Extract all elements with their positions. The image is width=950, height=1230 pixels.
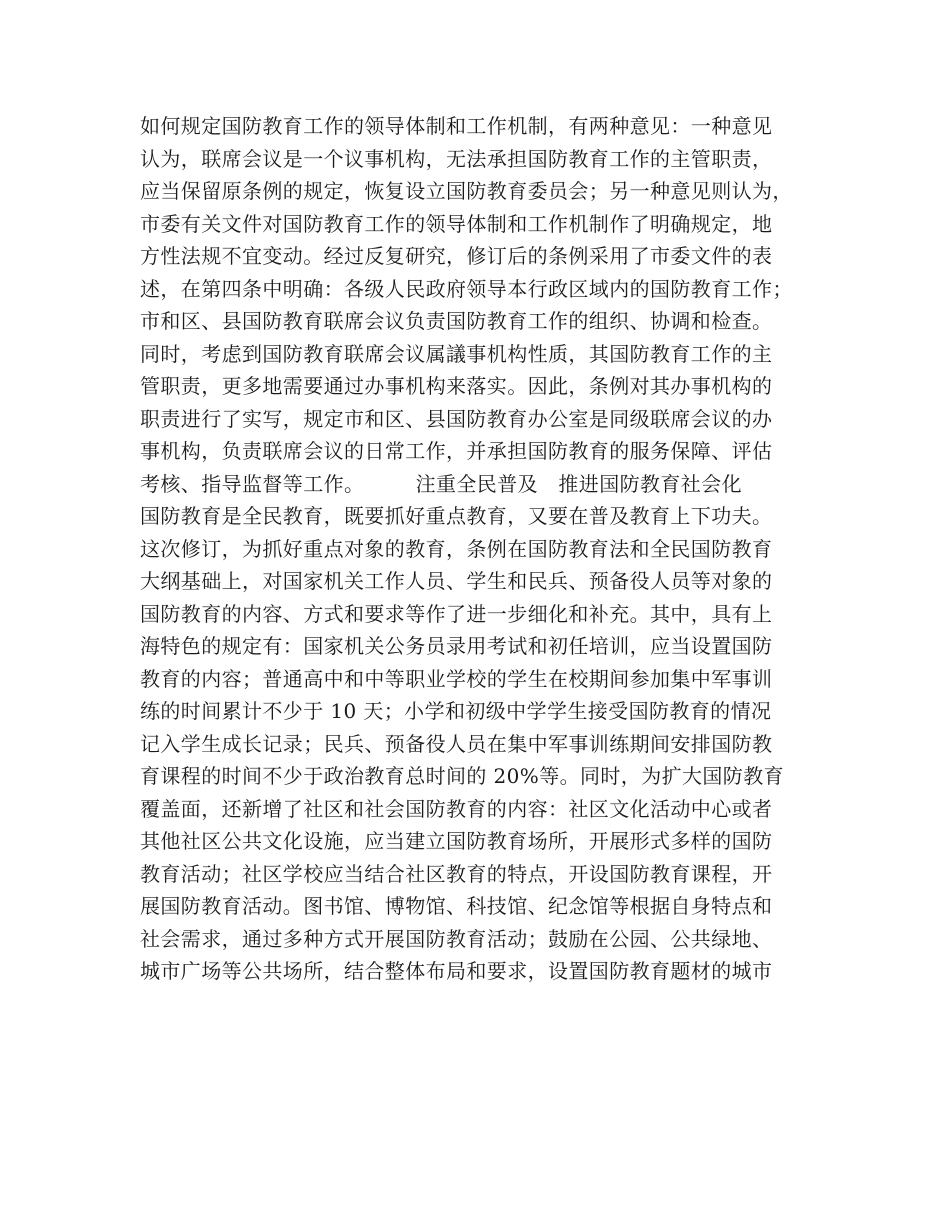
text-line: 国防教育的内容、方式和要求等作了进一步细化和补充。其中，具有上	[140, 601, 773, 626]
text-line: 育课程的时间不少于政治教育总时间的 20%等。同时，为扩大国防教育	[140, 764, 785, 788]
text-line: 应当保留原条例的规定，恢复设立国防教育委员会；另一种意见则认为，	[140, 179, 793, 203]
text-line: 展国防教育活动。图书馆、博物馆、科技馆、纪念馆等根据自身特点和	[140, 894, 773, 918]
text-line: 认为，联席会议是一个议事机构，无法承担国防教育工作的主管职责，	[140, 146, 773, 171]
text-line: 市委有关文件对国防教育工作的领导体制和工作机制作了明确规定，地	[140, 211, 773, 236]
text-line: 同时，考虑到国防教育联席会议属議事机构性质，其国防教育工作的主	[140, 341, 773, 366]
text-line: 覆盖面，还新增了社区和社会国防教育的内容：社区文化活动中心或者	[140, 796, 773, 821]
text-line: 练的时间累计不少于 10 天；小学和初级中学学生接受国防教育的情况	[140, 699, 772, 723]
text-line: 大纲基础上，对国家机关工作人员、学生和民兵、预备役人员等对象的	[140, 569, 773, 593]
text-line: 海特色的规定有：国家机关公务员录用考试和初任培训，应当设置国防	[140, 634, 773, 658]
text-line: 述，在第四条中明确：各级人民政府领导本行政区域内的国防教育工作；	[140, 276, 793, 301]
text-line: 市和区、县国防教育联席会议负责国防教育工作的组织、协调和检查。	[140, 309, 773, 333]
document-body	[140, 110, 830, 988]
text-line: 管职责，更多地需要通过办事机构来落实。因此，条例对其办事机构的	[140, 374, 773, 398]
text-line: 其他社区公共文化设施，应当建立国防教育场所，开展形式多样的国防	[140, 829, 773, 853]
text-line: 方性法规不宜变动。经过反复研究，修订后的条例采用了市委文件的表	[140, 244, 773, 268]
text-line: 职责进行了实写，规定市和区、县国防教育办公室是同级联席会议的办	[140, 406, 773, 431]
text-line: 国防教育是全民教育，既要抓好重点教育，又要在普及教育上下功夫。	[140, 504, 773, 528]
text-line: 记入学生成长记录；民兵、预备役人员在集中军事训练期间安排国防教	[140, 731, 773, 756]
text-line: 社会需求，通过多种方式开展国防教育活动；鼓励在公园、公共绿地、	[140, 926, 773, 951]
text-line: 城市广场等公共场所，结合整体布局和要求，设置国防教育题材的城市	[140, 959, 773, 983]
text-line: 教育活动；社区学校应当结合社区教育的特点，开设国防教育课程，开	[140, 861, 773, 886]
text-line: 事机构，负责联席会议的日常工作，并承担国防教育的服务保障、评估	[140, 439, 773, 463]
text-line: 这次修订，为抓好重点对象的教育，条例在国防教育法和全民国防教育	[140, 536, 773, 561]
text-line: 考核、指导监督等工作。 注重全民普及 推进国防教育社会化	[140, 471, 742, 496]
text-line: 如何规定国防教育工作的领导体制和工作机制，有两种意见：一种意见	[140, 114, 773, 138]
text-line: 教育的内容；普通高中和中等职业学校的学生在校期间参加集中军事训	[140, 666, 773, 691]
